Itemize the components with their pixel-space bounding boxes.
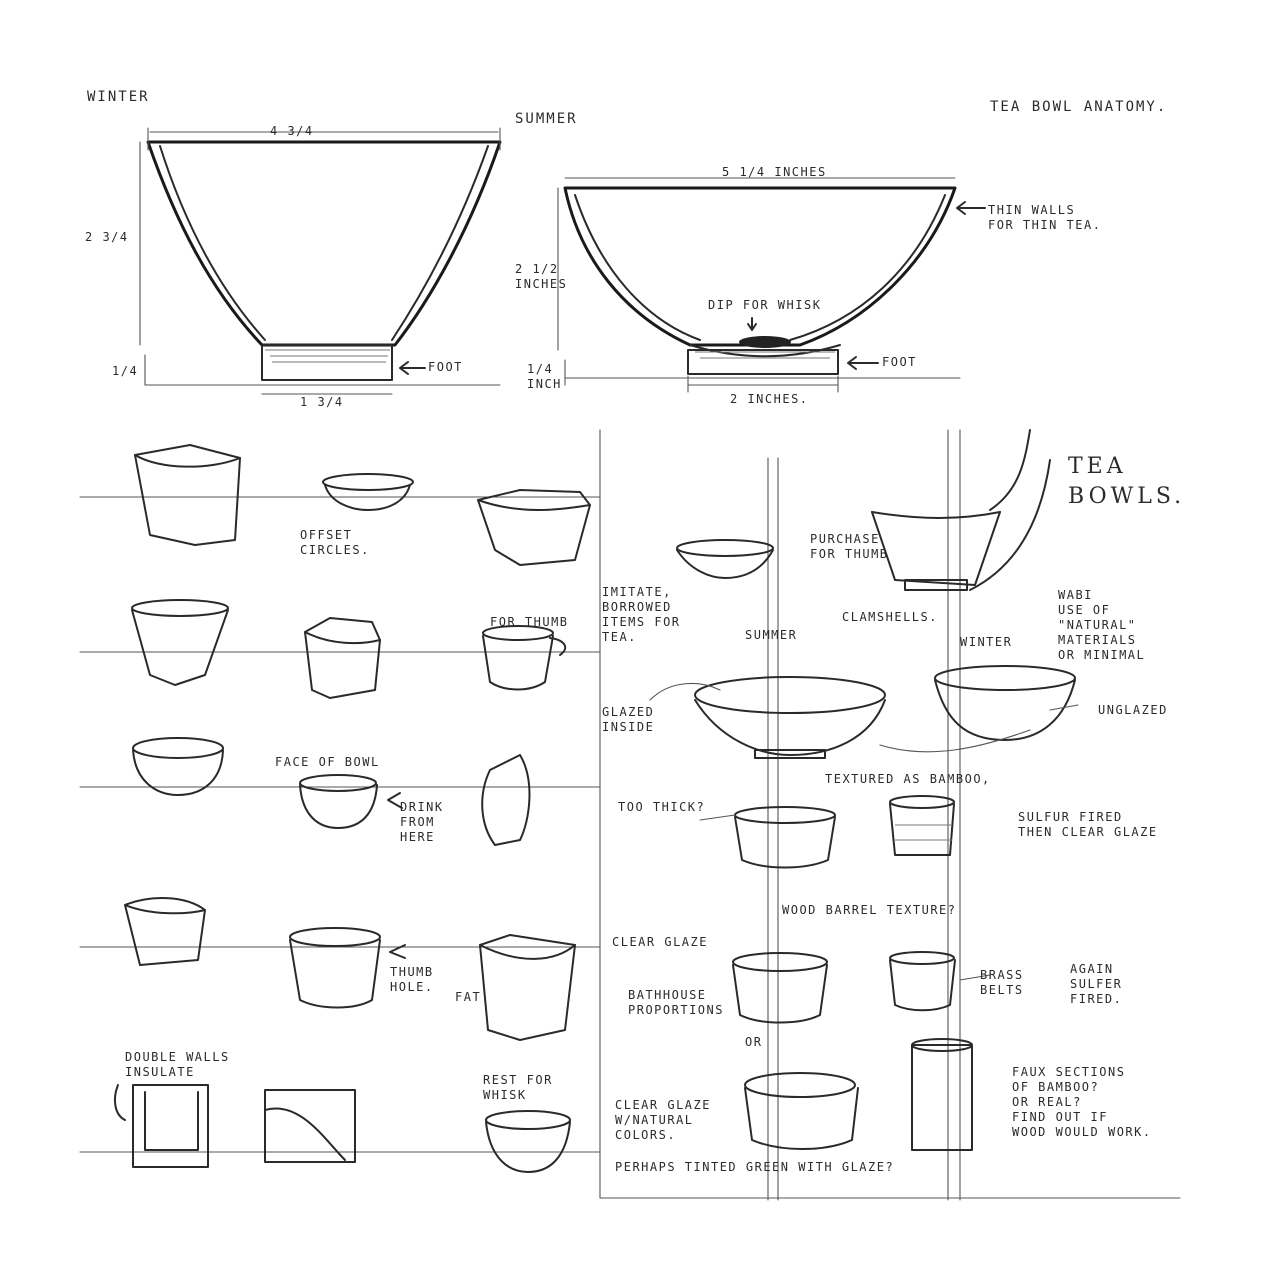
annotation-arrows (650, 683, 1078, 980)
clamshell-bowls (695, 666, 1075, 758)
sulfur-fired-label: SULFUR FIRED THEN CLEAR GLAZE (1018, 810, 1158, 839)
drink-from-here-label: DRINK FROM HERE (400, 800, 444, 844)
winter-foot-label: FOOT (428, 360, 463, 374)
summer-width-label: 5 1/4 INCHES (722, 165, 827, 179)
clear-glaze-label-2: CLEAR GLAZE W/NATURAL COLORS. (615, 1098, 711, 1142)
for-thumb-label: FOR THUMB (490, 615, 569, 629)
tinted-green-label: PERHAPS TINTED GREEN WITH GLAZE? (615, 1160, 895, 1174)
clear-glaze-label-1: CLEAR GLAZE (612, 935, 708, 949)
bathhouse-label: BATHHOUSE PROPORTIONS (628, 988, 724, 1017)
winter-width-label: 4 3/4 (270, 124, 314, 138)
glazed-inside-label: GLAZED INSIDE (602, 705, 655, 734)
bamboo-section-bowls (745, 1039, 972, 1150)
winter-title: WINTER (87, 89, 150, 105)
summer-title: SUMMER (515, 111, 578, 127)
imitate-label: IMITATE, BORROWED ITEMS FOR TEA. (602, 585, 681, 644)
or-label: OR (745, 1035, 763, 1049)
faux-sections-label: FAUX SECTIONS OF BAMBOO? OR REAL? FIND OUT IF WOOD WOULD WORK. (1012, 1065, 1152, 1139)
row4-bowls (125, 898, 575, 1040)
summer-height-label: 2 1/2 INCHES (515, 262, 568, 291)
barrel-bowls (733, 952, 955, 1023)
tea-bowls-title: TEA BOWLS. (1068, 454, 1186, 509)
clamshells-label: CLAMSHELLS. (842, 610, 938, 624)
winter-foot-width-label: 1 3/4 (300, 395, 344, 409)
fat-label: FAT (455, 990, 482, 1004)
brass-belts-label: BRASS BELTS (980, 968, 1024, 997)
right-top-bowls (677, 430, 1050, 590)
winter-bowl-anatomy (140, 128, 500, 394)
summer-foot-label: FOOT (882, 355, 917, 369)
purchase-for-thumb-label: PURCHASE FOR THUMB (810, 532, 889, 561)
winter-small-label: WINTER (960, 635, 1013, 649)
summer-foot-width-label: 2 INCHES. (730, 392, 809, 406)
rest-for-whisk-label: REST FOR WHISK (483, 1073, 553, 1102)
thumb-hole-label: THUMB HOLE. (390, 965, 434, 994)
winter-height-label: 2 3/4 (85, 230, 129, 244)
summer-small-label: SUMMER (745, 628, 798, 642)
textured-bamboo-label: TEXTURED AS BAMBOO, (825, 772, 991, 786)
too-thick-label: TOO THICK? (618, 800, 706, 814)
unglazed-label: UNGLAZED (1098, 703, 1168, 717)
summer-foot-height-label: 1/4 INCH (527, 362, 562, 391)
winter-foot-height-label: 1/4 (112, 364, 139, 378)
face-of-bowl-label: FACE OF BOWL (275, 755, 380, 769)
offset-circles-label: OFFSET CIRCLES. (300, 528, 370, 557)
thin-walls-label: THIN WALLS FOR THIN TEA. (988, 203, 1102, 232)
dip-for-whisk-label: DIP FOR WHISK (708, 298, 822, 312)
wabi-label: WABI USE OF "NATURAL" MATERIALS OR MINIMAL (1058, 588, 1146, 662)
anatomy-title: TEA BOWL ANATOMY. (990, 99, 1168, 115)
again-sulfer-label: AGAIN SULFER FIRED. (1070, 962, 1123, 1006)
double-walls-label: DOUBLE WALLS INSULATE (125, 1050, 230, 1079)
wood-barrel-label: WOOD BARREL TEXTURE? (782, 903, 957, 917)
summer-bowl-anatomy (558, 178, 985, 392)
